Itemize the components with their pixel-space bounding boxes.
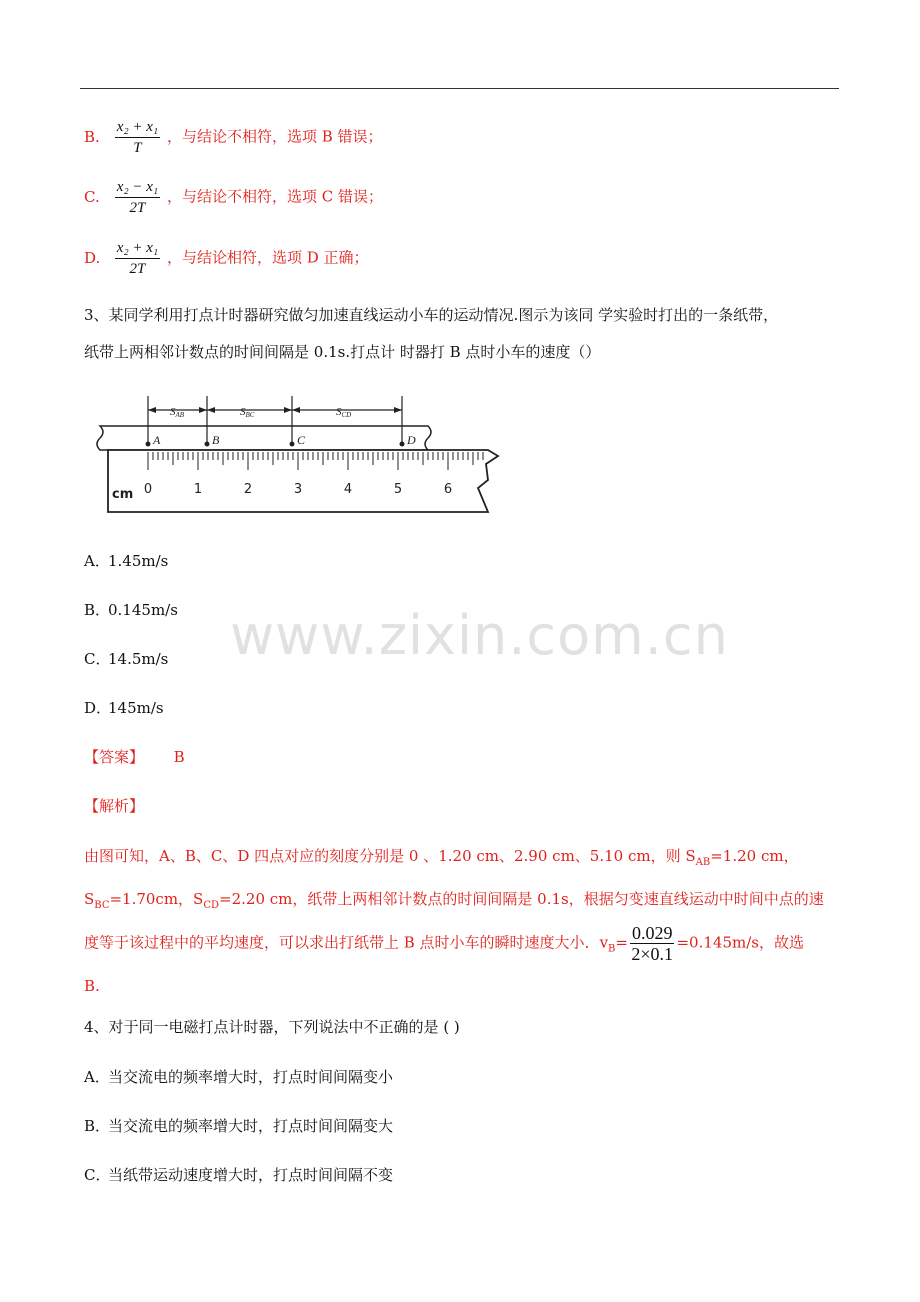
paper-tape — [97, 426, 431, 450]
option-text: 当交流电的频率增大时，打点时间间隔变大 — [108, 1117, 394, 1135]
watermark: www.zixin.com.cn — [230, 604, 729, 667]
seg-label-cd: SCD — [336, 406, 352, 419]
option-letter: A． — [84, 1068, 110, 1086]
fraction — [115, 178, 160, 217]
option-letter: D． — [84, 699, 112, 717]
option-text: 14.5m/s — [108, 650, 169, 668]
option-c-prev — [84, 178, 383, 217]
header-rule — [80, 88, 839, 89]
answer-value: B — [173, 748, 185, 766]
fraction-denominator: T — [133, 140, 142, 156]
fraction-numerator: 0.029 — [631, 923, 673, 943]
fraction-numerator: x₂ − x₁ — [115, 178, 160, 198]
analysis-line-4: B. — [84, 976, 100, 995]
q3-option-a[interactable] — [84, 550, 168, 571]
option-letter: B． — [84, 601, 111, 619]
option-text: 当交流电的频率增大时，打点时间间隔变小 — [108, 1068, 394, 1086]
q3-option-d[interactable] — [84, 697, 164, 718]
fraction-denominator: 2T — [129, 261, 146, 277]
ruler-number-0: 0 — [143, 482, 153, 497]
point-label-d: D — [407, 433, 416, 447]
option-b-prev — [84, 118, 383, 157]
velocity-fraction — [630, 924, 675, 963]
analysis-label: 【解析】 — [84, 797, 145, 815]
option-text: 当纸带运动速度增大时，打点时间间隔不变 — [108, 1166, 394, 1184]
option-letter: C. — [84, 187, 100, 206]
point-label-c: C — [297, 433, 306, 447]
ruler-unit: cm — [112, 487, 134, 502]
point-label-b: B — [212, 433, 220, 447]
seg-label-ab: SAB — [170, 406, 185, 419]
option-text: 1.45m/s — [108, 552, 169, 570]
ruler-number-5: 5 — [393, 482, 403, 497]
option-text: ，与结论不相符，选项 B 错误； — [166, 127, 383, 146]
option-letter: B. — [84, 127, 100, 146]
q4-option-b[interactable] — [84, 1115, 393, 1136]
ruler-number-1: 1 — [193, 482, 203, 497]
option-text: ，与结论不相符，选项 C 错误； — [166, 187, 383, 206]
point-label-a: A — [153, 433, 161, 447]
fraction — [115, 118, 160, 157]
q3-option-b[interactable] — [84, 599, 178, 620]
fraction-denominator: 2×0.1 — [631, 944, 674, 964]
fraction — [115, 239, 160, 278]
ruler-number-3: 3 — [293, 482, 303, 497]
option-letter: C． — [84, 650, 111, 668]
option-letter: D. — [84, 248, 101, 267]
q4-option-c[interactable] — [84, 1164, 393, 1185]
dimension-lines — [148, 396, 402, 444]
tape-points — [146, 442, 405, 447]
ticker-tape-figure — [88, 388, 508, 518]
q3-stem-line1: 3、某同学利用打点计时器研究做匀加速直线运动小车的运动情况.图示为该同 学实验时打出的一条纸带， — [84, 306, 779, 324]
option-letter: B． — [84, 1117, 111, 1135]
ruler-number-4: 4 — [343, 482, 353, 497]
answer-label: 【答案】 — [84, 748, 145, 766]
q4-option-a[interactable] — [84, 1066, 393, 1087]
option-letter: C． — [84, 1166, 111, 1184]
option-d-prev — [84, 239, 369, 278]
option-text: 145m/s — [108, 699, 164, 717]
fraction-denominator: 2T — [129, 200, 146, 216]
option-text: ，与结论相符，选项 D 正确； — [166, 248, 369, 267]
ruler-number-2: 2 — [243, 482, 253, 497]
analysis-text — [84, 838, 840, 1004]
ruler-number-6: 6 — [443, 482, 453, 497]
seg-label-bc: SBC — [240, 406, 255, 419]
analysis-line-1: 由图可知，A、B、C、D 四点对应的刻度分别是 0 、1.20 cm、2.90 cm、5.10 cm，则 $S_{AB}=1.20$ cm， — [84, 847, 799, 868]
analysis-line-2: $S_{BC}=1.70cm$，$S_{CD}=2.20$ cm，纸带上两相邻计数点的时间间隔是 0.1s，根据匀变速直线运动中时间中点的速 — [84, 890, 824, 911]
analysis-line-3: 度等于该过程中的平均速度，可以求出打纸带上 B 点时小车的瞬时速度大小．$v_B=$ $\frac{0.029}{2\times 0.1}$ =0.145m/s，故选 — [84, 923, 804, 964]
answer-row — [84, 746, 185, 767]
q4-stem: 4、对于同一电磁打点计时器，下列说法中不正确的是 ( ) — [84, 1018, 460, 1036]
q3-option-c[interactable] — [84, 648, 168, 669]
fraction-numerator: x₂ + x₁ — [115, 239, 160, 259]
option-letter: A． — [84, 552, 110, 570]
q3-stem-line2: 纸带上两相邻计数点的时间间隔是 0.1s.打点计 时器打 B 点时小车的速度（） — [84, 343, 601, 361]
fraction-numerator: x₂ + x₁ — [115, 118, 160, 138]
option-text: 0.145m/s — [108, 601, 178, 619]
